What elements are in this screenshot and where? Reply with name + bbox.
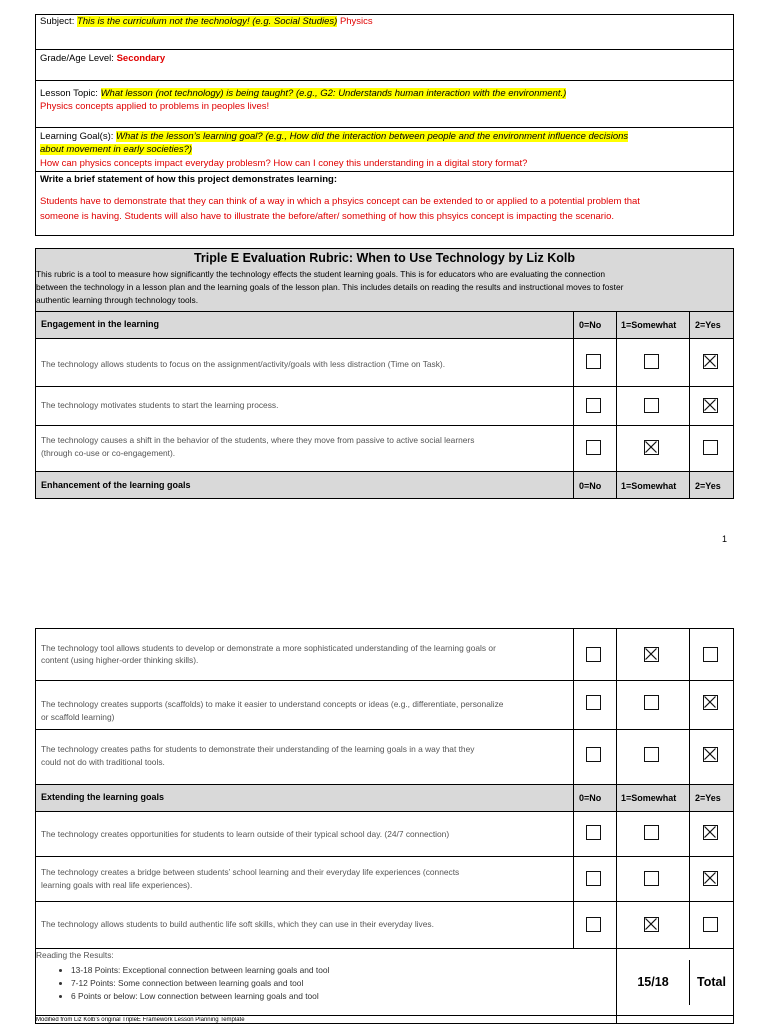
enhancement-row-1-checkbox-yes[interactable] bbox=[703, 647, 718, 662]
statement-value-1[interactable]: Students have to demonstrate that they can think of a way in which a phsyics concept can be extended to or applied to a potential problem that bbox=[40, 196, 640, 207]
extending-row-1-checkbox-no[interactable] bbox=[586, 825, 601, 840]
rubric-intro-1: This rubric is a tool to measure how significantly the technology effects the student learning goals. This is for educators who are evaluating the connection bbox=[36, 269, 606, 279]
extending-row-1-checkbox-yes[interactable] bbox=[703, 825, 718, 840]
reading-item: • 13-18 Points: Exceptional connection between learning goals and tool bbox=[71, 964, 329, 977]
enhancement-row-1-checkbox-somewhat[interactable] bbox=[644, 647, 659, 662]
col-no-header-2: 0=No bbox=[579, 481, 602, 491]
subject-prompt: This is the curriculum not the technology! (e.g. Social Studies) bbox=[76, 16, 338, 27]
engagement-row-1-checkbox-somewhat[interactable] bbox=[644, 354, 659, 369]
col-yes-header: 2=Yes bbox=[695, 320, 721, 330]
enhancement-row-2-text-2: or scaffold learning) bbox=[41, 712, 115, 722]
reading-title: Reading the Results: bbox=[36, 950, 114, 960]
enhancement-row-3-checkbox-yes[interactable] bbox=[703, 747, 718, 762]
extending-row-2-checkbox-no[interactable] bbox=[586, 871, 601, 886]
enhancement-row-2-checkbox-yes[interactable] bbox=[703, 695, 718, 710]
goal-prompt-2: about movement in early societies?) bbox=[40, 144, 193, 155]
reading-item: • 6 Points or below: Low connection between learning goals and tool bbox=[71, 990, 329, 1003]
grade-row bbox=[40, 53, 165, 65]
rubric-intro-2: between the technology in a lesson plan and the learning goals of the lesson plan. This includes details on reading the results and instructional moves to foster bbox=[36, 282, 624, 292]
extending-row-3-checkbox-somewhat[interactable] bbox=[644, 917, 659, 932]
extending-row-2-text-1: The technology creates a bridge between students’ school learning and their everyday life experiences (connects bbox=[41, 867, 460, 877]
total-label: Total bbox=[697, 975, 726, 989]
enhancement-row-1-text-2: content (using higher-order thinking skills). bbox=[41, 655, 199, 665]
engagement-row-2-checkbox-somewhat[interactable] bbox=[644, 398, 659, 413]
engagement-row-1-text: The technology allows students to focus on the assignment/activity/goals with less distraction (Time on Task). bbox=[41, 359, 446, 369]
topic-prompt: What lesson (not technology) is being taught? (e.g., G2: Understands human interaction with the environment.) bbox=[100, 88, 567, 99]
col-yes-header-3: 2=Yes bbox=[695, 793, 721, 803]
engagement-row-2-checkbox-no[interactable] bbox=[586, 398, 601, 413]
col-no-header: 0=No bbox=[579, 320, 602, 330]
col-yes-header-2: 2=Yes bbox=[695, 481, 721, 491]
subject-row: Subject: This is the curriculum not the technology! (e.g. Social Studies) Physics bbox=[40, 16, 373, 27]
rubric-title: Triple E Evaluation Rubric: When to Use Technology by Liz Kolb bbox=[193, 251, 576, 265]
enhancement-row-2-text-1: The technology creates supports (scaffolds) to make it easier to understand concepts or ideas (e.g., differentiate, personalize bbox=[41, 699, 504, 709]
engagement-row-2-checkbox-yes[interactable] bbox=[703, 398, 718, 413]
page-number: 1 bbox=[722, 534, 728, 544]
enhancement-row-3-checkbox-somewhat[interactable] bbox=[644, 747, 659, 762]
col-no-header-3: 0=No bbox=[579, 793, 602, 803]
grade-label: Grade/Age Level: bbox=[40, 53, 114, 64]
col-somewhat-header-3: 1=Somewhat bbox=[621, 793, 677, 803]
engagement-row-1-checkbox-no[interactable] bbox=[586, 354, 601, 369]
engagement-row-3-checkbox-no[interactable] bbox=[586, 440, 601, 455]
engagement-row-3-checkbox-yes[interactable] bbox=[703, 440, 718, 455]
grade-value[interactable]: Secondary bbox=[116, 53, 166, 64]
extending-row-3-text: The technology allows students to build authentic life soft skills, which they can use in their everyday lives. bbox=[41, 919, 434, 929]
engagement-row-1-checkbox-yes[interactable] bbox=[703, 354, 718, 369]
statement-label: Write a brief statement of how this project demonstrates learning: bbox=[40, 174, 338, 185]
engagement-header: Engagement in the learning bbox=[41, 319, 160, 329]
footer-note: Modified from Liz Kolb’s original TripleE Framework Lesson Planning Template bbox=[36, 1017, 245, 1023]
engagement-row-3-text-2: (through co-use or co-engagement). bbox=[41, 448, 176, 458]
enhancement-row-3-text-1: The technology creates paths for students to demonstrate their understanding of the learning goals in a way that they bbox=[41, 744, 475, 754]
goal-row bbox=[40, 131, 628, 143]
topic-value[interactable]: Physics concepts applied to problems in peoples lives! bbox=[40, 101, 270, 112]
extending-row-2-checkbox-somewhat[interactable] bbox=[644, 871, 659, 886]
extending-row-2-text-2: learning goals with real life experiences). bbox=[41, 880, 193, 890]
reading-list bbox=[36, 964, 329, 1003]
enhancement-row-1-checkbox-no[interactable] bbox=[586, 647, 601, 662]
subject-value[interactable]: Physics bbox=[339, 16, 373, 27]
enhancement-row-3-text-2: could not do with traditional tools. bbox=[41, 757, 165, 767]
total-score[interactable]: 15/18 bbox=[637, 975, 669, 989]
subject-label: Subject bbox=[40, 16, 72, 27]
topic-row bbox=[40, 88, 566, 100]
goal-prompt-1: What is the lesson’s learning goal? (e.g., How did the interaction between people and the environment influence decisions bbox=[116, 131, 629, 142]
engagement-row-3-checkbox-somewhat[interactable] bbox=[644, 440, 659, 455]
engagement-row-2-text: The technology motivates students to start the learning process. bbox=[41, 400, 279, 410]
reading-item: • 7-12 Points: Some connection between learning goals and tool bbox=[71, 977, 329, 990]
statement-value-2[interactable]: someone is having. Students will also have to illustrate the before/after/ something of how this phsyics concept is impacting the scenario. bbox=[40, 211, 614, 222]
rubric-intro-3: authentic learning through technology tools. bbox=[36, 295, 199, 305]
extending-row-3-checkbox-no[interactable] bbox=[586, 917, 601, 932]
goal-label: Learning Goal(s): bbox=[40, 131, 114, 142]
enhancement-row-1-text-1: The technology tool allows students to develop or demonstrate a more sophisticated understanding of the learning goals or bbox=[41, 643, 496, 653]
enhancement-row-2-checkbox-somewhat[interactable] bbox=[644, 695, 659, 710]
extending-row-1-checkbox-somewhat[interactable] bbox=[644, 825, 659, 840]
goal-value[interactable]: How can physics concepts impact everyday problesm? How can I coney this understanding in a digital story format? bbox=[40, 158, 528, 169]
extending-row-2-checkbox-yes[interactable] bbox=[703, 871, 718, 886]
enhancement-header: Enhancement of the learning goals bbox=[41, 480, 191, 490]
extending-row-3-checkbox-yes[interactable] bbox=[703, 917, 718, 932]
extending-header: Extending the learning goals bbox=[41, 792, 165, 802]
extending-row-1-text: The technology creates opportunities for students to learn outside of their typical school day. (24/7 connection) bbox=[41, 829, 450, 839]
enhancement-row-3-checkbox-no[interactable] bbox=[586, 747, 601, 762]
engagement-row-3-text-1: The technology causes a shift in the behavior of the students, where they move from passive to active social learners bbox=[41, 435, 475, 445]
topic-label: Lesson Topic: bbox=[40, 88, 98, 99]
col-somewhat-header: 1=Somewhat bbox=[621, 320, 677, 330]
col-somewhat-header-2: 1=Somewhat bbox=[621, 481, 677, 491]
enhancement-row-2-checkbox-no[interactable] bbox=[586, 695, 601, 710]
